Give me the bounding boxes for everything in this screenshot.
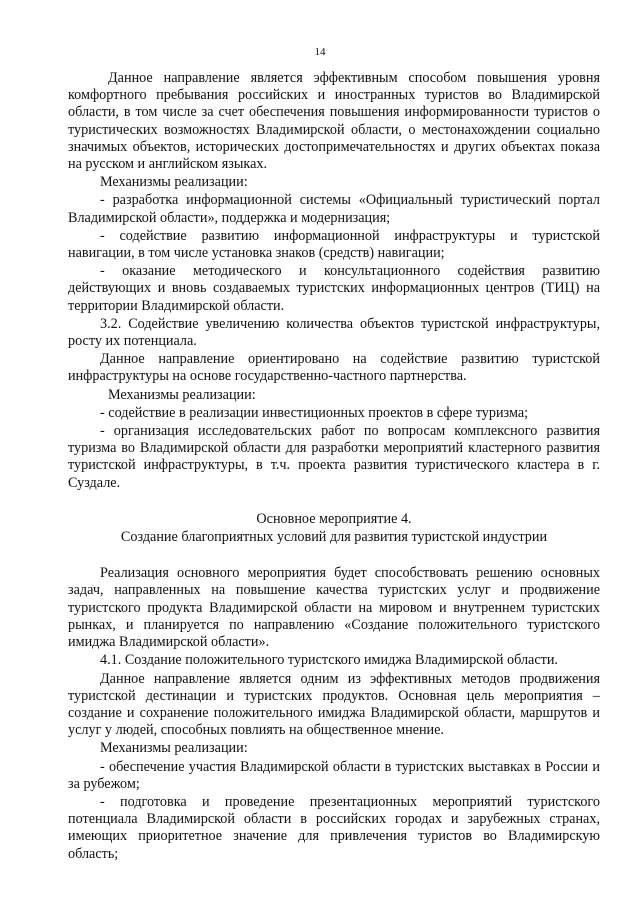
section-subtitle: Создание благоприятных условий для развития туристской индустрии [120, 529, 548, 546]
mechanisms-label: Механизмы реализации: [108, 386, 256, 403]
paragraph: Данное направление ориентировано на содействие развитию туристской инфраструктуры на основе государственно-частного партнерства. [68, 351, 600, 385]
list-item: - оказание методического и консультационного содействия развитию действующих и вновь создаваемых туристских информационных центров (ТИЦ) на территории Владимирской области. [68, 263, 600, 314]
section-heading-3-2: 3.2. Содействие увеличению количества объектов туристской инфраструктуры, росту их потенциала. [68, 315, 600, 350]
list-item: - обеспечение участия Владимирской области в туристских выставках в России и за рубежом; [68, 758, 600, 792]
paragraph: Данное направление является эффективным способом повышения уровня комфортного пребывания российских и иностранных туристов во Владимирской области, в том числе за счет обеспечения повышения информированности туристов о туристических возможностях Владимирской области, о местонахождении социально значимых объектов, исторических достопримечательностях и других объектах показа на русском и английском языках. [68, 70, 600, 173]
section-heading-4-1: 4.1. Создание положительного туристского имиджа Владимирской области. [100, 652, 558, 669]
list-item: - содействие в реализации инвестиционных проектов в сфере туризма; [100, 404, 529, 421]
list-item: - подготовка и проведение презентационных мероприятий туристского потенциала Владимирской области в российских городах и зарубежных странах, имеющих приоритетное значение для привлечения туристов во Владимирскую область; [68, 793, 600, 862]
list-item: - организация исследовательских работ по вопросам комплексного развития туризма во Владимирской области для разработки мероприятий кластерного развития туристской инфраструктуры, в т.ч. проекта развития туристического кластера в г. Суздале. [68, 423, 600, 491]
list-item: - содействие развитию информационной инфраструктуры и туристской навигации, в том числе установка знаков (средств) навигации; [68, 227, 600, 262]
paragraph: Данное направление является одним из эффективных методов продвижения туристской дестинации и туристских продуктов. Основная цель мероприятия – создание и сохранение положительного имиджа Владимирской области, маршрутов и услуг у людей, способных повлиять на общественное мнение. [68, 670, 600, 739]
page-number: 14 [314, 46, 326, 58]
document-body [68, 70, 600, 864]
mechanisms-label: Механизмы реализации: [100, 174, 248, 191]
list-item: - разработка информационной системы «Официальный туристический портал Владимирской области», поддержка и модернизация; [68, 192, 600, 226]
mechanisms-label: Механизмы реализации: [100, 740, 248, 757]
paragraph: Реализация основного мероприятия будет способствовать решению основных задач, направленных на повышение качества туристских услуг и продвижение туристского продукта Владимирской области на мировом и внутреннем туристских рынках, и планируется по направлению «Создание положительного туристского имиджа Владимирской области». [68, 565, 600, 651]
section-title: Основное мероприятие 4. [256, 510, 412, 527]
